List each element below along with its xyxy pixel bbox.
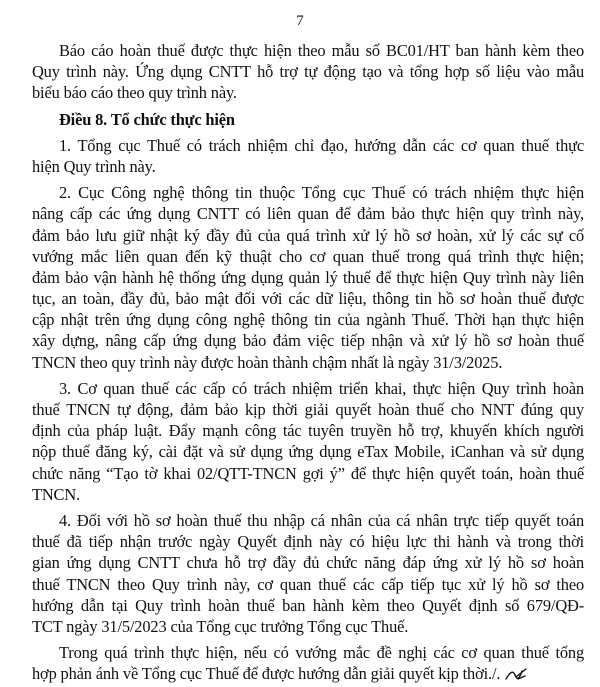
text-line: Báo cáo hoàn thuế được thực hiện theo mẫu số BC01/HT ban hành kèm theo <box>59 41 584 60</box>
paragraph-1 <box>32 135 584 177</box>
page-number: 7 <box>296 13 304 29</box>
text-line: tục, an toàn, đầy đủ, bảo mật đối với các dữ liệu, thông tin hồ sơ hoàn thuế được <box>32 289 584 309</box>
text-line: vướng mắc liên quan đến kỹ thuật cho cơ quan thuế trong quá trình thực hiện; <box>32 246 584 266</box>
closing-text: hợp phản ánh về Tổng cục Thuế để được hướng dẫn giải quyết kịp thời./. <box>32 664 501 684</box>
document-body <box>32 40 584 684</box>
paragraph-4 <box>32 510 584 637</box>
text-line: 2. Cục Công nghệ thông tin thuộc Tổng cục Thuế có trách nhiệm thực hiện <box>59 183 584 203</box>
text-line: biểu báo cáo theo quy trình này. <box>32 83 237 103</box>
text-line: hiện Quy trình này. <box>32 156 156 176</box>
text-line: TCT ngày 31/5/2023 của Tổng cục trưởng Tổng cục Thuế. <box>32 616 409 636</box>
article-heading: Điều 8. Tổ chức thực hiện <box>59 109 235 129</box>
text-line: thuế TNCN theo Quy trình này, cơ quan thuế các cấp tiếp tục xử lý hồ sơ theo <box>32 574 584 594</box>
text-line: đảm bảo lưu giữ nhật ký đầy đủ của quá trình xử lý hồ sơ hoàn, xử lý các sự cố <box>32 225 584 245</box>
signature-mark-icon <box>504 666 528 687</box>
text-line: nộp thuế đăng ký, cài đặt và sử dụng ứng dụng eTax Mobile, iCanhan và sử dụng <box>32 442 584 462</box>
paragraph-2 <box>32 182 584 373</box>
text-line: đảm bảo vận hành hệ thống ứng dụng quản lý thuế để thực hiện Quy trình này liên <box>32 267 584 287</box>
text-line: Quy trình này. Ứng dụng CNTT hỗ trợ tự động tạo và tổng hợp số liệu vào mẫu <box>32 62 584 82</box>
paragraph-intro <box>32 40 584 104</box>
text-line: nâng cấp các ứng dụng CNTT có liên quan để đảm bảo thực hiện quy trình này, <box>32 204 584 224</box>
text-line: chức năng “Tạo tờ khai 02/QTT-TNCN gợi ý” để thực hiện quyết toán, hoàn thuế <box>32 463 584 483</box>
text-line: Trong quá trình thực hiện, nếu có vướng mắc đề nghị các cơ quan thuế tổng <box>59 643 584 663</box>
text-line: thuế TNCN tự động, đảm bảo kịp thời giải quyết hoàn thuế cho NNT đúng quy <box>32 400 584 419</box>
text-line: 1. Tổng cục Thuế có trách nhiệm chỉ đạo, hướng dẫn các cơ quan thuế thực <box>59 135 584 155</box>
paragraph-closing <box>32 642 584 684</box>
text-line: 3. Cơ quan thuế các cấp có trách nhiệm triển khai, thực hiện Quy trình hoàn <box>59 378 584 398</box>
text-line-closing <box>32 663 584 684</box>
text-line: thuế đã tiếp nhận trước ngày Quyết định này có hiệu lực thi hành và trong thời <box>32 532 584 552</box>
paragraph-3 <box>32 378 584 505</box>
text-line: TNCN. <box>32 484 80 504</box>
text-line: định của pháp luật. Đẩy mạnh công tác tuyên truyền hỗ trợ, khuyến khích người <box>32 421 584 441</box>
text-line: gian ứng dụng CNTT chưa hỗ trợ đầy đủ chức năng đáp ứng xử lý hồ sơ hoàn <box>32 553 584 573</box>
text-line: TNCN theo quy trình này được hoàn thành chậm nhất là ngày 31/3/2025. <box>32 352 503 372</box>
text-line: xây dựng, nâng cấp ứng dụng bảo đảm việc tiếp nhận và xử lý hồ sơ hoàn thuế <box>32 331 584 351</box>
text-line: hướng dẫn tại Quy trình hoàn thuế ban hành kèm theo Quyết định số 679/QĐ- <box>32 595 584 615</box>
text-line: cập nhật trên ứng dụng công nghệ thông tin của ngành Thuế. Thời hạn thực hiện <box>32 310 584 330</box>
text-line: 4. Đối với hồ sơ hoàn thuế thu nhập cá nhân của cá nhân trực tiếp quyết toán <box>59 510 584 530</box>
